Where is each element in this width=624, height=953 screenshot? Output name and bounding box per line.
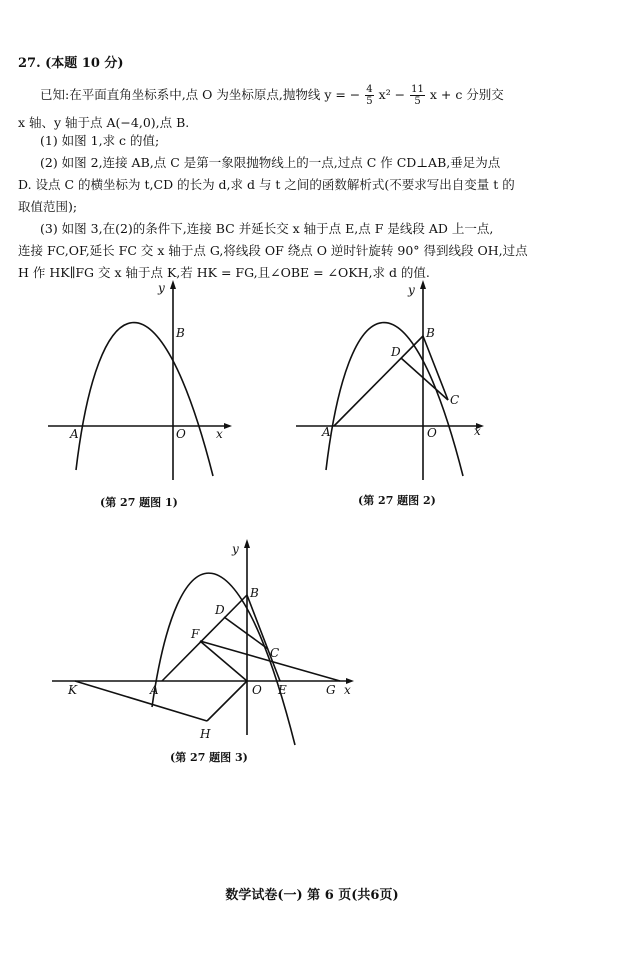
x-axis-arrow <box>224 423 232 429</box>
intro-text-c: x + c 分别交 <box>429 87 504 102</box>
page-footer: 数学试卷(一) 第 6 页(共6页) <box>225 888 399 903</box>
label-y: y <box>158 281 165 295</box>
label-y: y <box>408 283 415 297</box>
label-H: H <box>200 727 211 741</box>
label-x: x <box>344 683 351 697</box>
segment-OH <box>207 681 247 721</box>
fraction-11-5 <box>410 84 425 107</box>
label-F: F <box>191 627 200 641</box>
label-G: G <box>326 683 336 697</box>
y-axis-arrow <box>170 280 176 289</box>
segment-HK <box>75 681 207 721</box>
label-A: A <box>322 425 331 439</box>
label-B: B <box>426 326 435 340</box>
fraction-4-5 <box>365 84 373 107</box>
segment-AB <box>162 595 247 681</box>
figure-2-caption: (第 27 题图 2) <box>358 494 436 507</box>
y-axis-arrow <box>244 539 250 548</box>
label-A: A <box>70 427 79 441</box>
label-A: A <box>150 683 159 697</box>
label-y: y <box>232 542 239 556</box>
figure-3-caption: (第 27 题图 3) <box>170 751 248 764</box>
label-x: x <box>216 427 223 441</box>
intro-text-a: 已知:在平面直角坐标系中,点 O 为坐标原点,抛物线 y = − <box>40 87 361 102</box>
label-E: E <box>278 683 287 697</box>
part-2-line-3: 取值范围); <box>18 199 78 214</box>
y-axis-arrow <box>420 280 426 289</box>
label-x: x <box>474 424 481 438</box>
part-3-line-1: (3) 如图 3,在(2)的条件下,连接 BC 并延长交 x 轴于点 E,点 F 是线段 AD 上一点, <box>40 221 494 236</box>
part-2-line-2: D. 设点 C 的横坐标为 t,CD 的长为 d,求 d 与 t 之间的函数解析式(不要求写出自变量 t 的 <box>18 177 515 192</box>
label-C: C <box>450 393 460 407</box>
problem-intro <box>40 84 504 107</box>
label-C: C <box>270 646 280 660</box>
part-3-line-2: 连接 FC,OF,延长 FC 交 x 轴于点 G,将线段 OF 绕点 O 逆时针旋转 90° 得到线段 OH,过点 <box>18 243 528 258</box>
figure-2 <box>290 280 500 520</box>
label-O: O <box>252 683 262 697</box>
problem-line-2: x 轴、y 轴于点 A(−4,0),点 B. <box>18 115 190 130</box>
label-D: D <box>391 345 401 359</box>
figure-1 <box>40 280 240 520</box>
label-D: D <box>215 603 225 617</box>
label-O: O <box>427 426 437 440</box>
figure-1-caption: (第 27 题图 1) <box>100 496 178 509</box>
label-O: O <box>176 427 186 441</box>
fraction-numerator: 4 <box>366 84 373 95</box>
part-1: (1) 如图 1,求 c 的值; <box>40 133 160 148</box>
label-B: B <box>176 326 185 340</box>
part-3-line-3: H 作 HK∥FG 交 x 轴于点 K,若 HK = FG,且∠OBE = ∠OKH,求 d 的值. <box>18 265 430 280</box>
figure-3 <box>40 535 370 775</box>
part-2-line-1: (2) 如图 2,连接 AB,点 C 是第一象限抛物线上的一点,过点 C 作 CD⊥AB,垂足为点 <box>40 155 501 170</box>
problem-number: 27. (本题 10 分) <box>18 56 124 71</box>
parabola <box>76 323 213 476</box>
fraction-denominator: 5 <box>366 96 373 107</box>
label-B: B <box>250 586 259 600</box>
fraction-denominator: 5 <box>414 96 421 107</box>
intro-text-b: x² − <box>378 87 406 102</box>
fraction-numerator: 11 <box>411 84 424 95</box>
label-K: K <box>68 683 77 697</box>
segment-AB <box>334 336 423 426</box>
